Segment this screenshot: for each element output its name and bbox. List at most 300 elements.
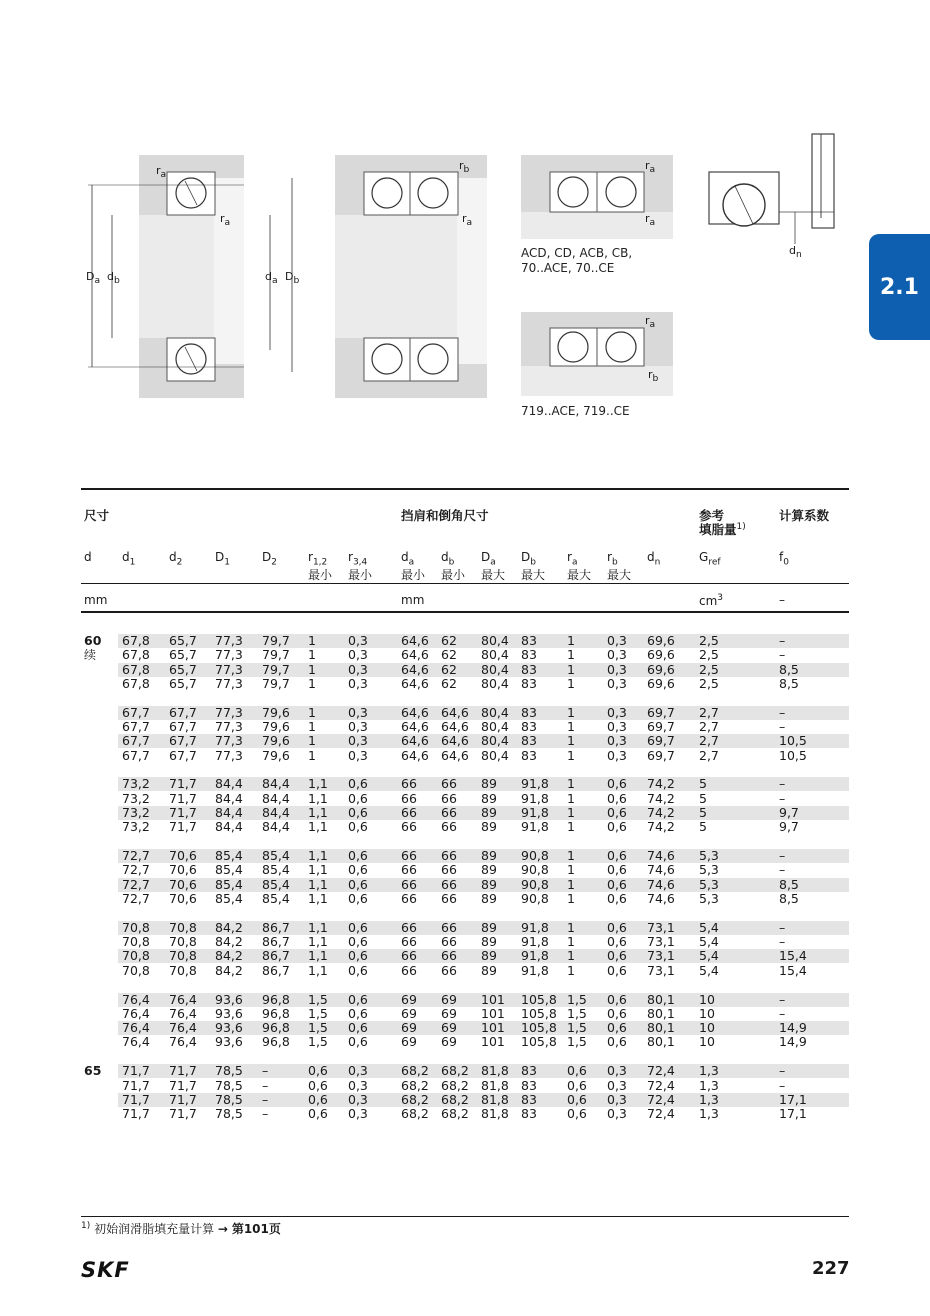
table-cell: 62 <box>441 647 457 663</box>
table-cell: 64,6 <box>441 704 469 720</box>
table-row <box>118 1021 849 1035</box>
table-cell: 93,6 <box>215 1034 243 1050</box>
table-cell: 1,5 <box>567 1005 587 1021</box>
table-cell: 1 <box>567 891 575 906</box>
table-cell: 8,5 <box>779 675 799 691</box>
table-cell: 69,6 <box>647 661 675 677</box>
table-cell: 67,8 <box>122 647 150 663</box>
table-cell: 1 <box>567 848 575 864</box>
footnote: $^{1)}$ 初始润滑脂填充量计算 → 第101页 <box>81 1221 281 1236</box>
table-cell: 1 <box>308 719 316 734</box>
table-cell: 89 <box>481 862 497 878</box>
page-number: 227 <box>812 1258 850 1279</box>
table-cell: – <box>262 1077 269 1093</box>
table-cell: 0,3 <box>607 719 627 734</box>
table-cell: 8,5 <box>779 891 799 906</box>
table-cell: 5 <box>699 819 707 835</box>
table-cell: 83 <box>521 661 537 677</box>
table-cell: 81,8 <box>481 1106 509 1122</box>
table-cell: 5,4 <box>699 962 719 978</box>
table-cell: 76,4 <box>122 1005 150 1021</box>
table-cell: 2,7 <box>699 733 719 749</box>
table-cell: 96,8 <box>262 991 290 1007</box>
table-cell: 17,1 <box>779 1106 807 1122</box>
table-cell: 0,6 <box>607 1034 627 1050</box>
table-cell: 71,7 <box>169 790 197 806</box>
table-cell: 80,1 <box>647 1005 675 1021</box>
table-cell: 71,7 <box>122 1063 150 1079</box>
table-cell: 70,6 <box>169 876 197 892</box>
table-cell: 0,3 <box>348 633 368 648</box>
table-cell: – <box>779 776 786 792</box>
table-cell: 5,3 <box>699 848 719 864</box>
table-row <box>118 777 849 791</box>
table-cell: 1 <box>567 962 575 978</box>
table-cell: 84,4 <box>262 819 290 835</box>
table-cell: 67,7 <box>169 747 197 763</box>
table-cell: 71,7 <box>122 1106 150 1122</box>
table-cell: 93,6 <box>215 991 243 1007</box>
diagram-dn-detail <box>709 134 834 244</box>
table-cell: 9,7 <box>779 819 799 835</box>
table-cell: 69,6 <box>647 647 675 663</box>
table-cell: 79,6 <box>262 733 290 749</box>
table-cell: 67,7 <box>122 747 150 763</box>
table-cell: 89 <box>481 819 497 835</box>
table-row <box>118 892 849 906</box>
table-cell: 1 <box>567 876 575 892</box>
table-cell: 1 <box>308 733 316 749</box>
table-cell: 0,3 <box>348 1106 368 1122</box>
table-cell: 66 <box>441 862 457 878</box>
table-cell: 68,2 <box>401 1091 429 1107</box>
table-cell: 1,1 <box>308 876 328 892</box>
table-cell: 66 <box>401 776 417 792</box>
table-cell: 1 <box>567 805 575 820</box>
header-factor: 计算系数 <box>779 508 830 523</box>
footnote-page-link[interactable]: 第101页 <box>231 1222 281 1236</box>
table-cell: 0,6 <box>607 948 627 964</box>
table-cell: 0,6 <box>348 776 368 792</box>
table-cell: 105,8 <box>521 1034 557 1050</box>
table-cell: 90,8 <box>521 862 549 878</box>
table-row <box>118 806 849 820</box>
table-cell: 71,7 <box>169 1077 197 1093</box>
table-cell: – <box>779 704 786 720</box>
table-cell: 73,2 <box>122 790 150 806</box>
table-cell: 77,3 <box>215 647 243 663</box>
table-cell: 101 <box>481 1020 505 1036</box>
header-abutment: 挡肩和倒角尺寸 <box>401 508 489 523</box>
footnote-rule <box>81 1216 849 1217</box>
table-cell: – <box>779 991 786 1007</box>
table-cell: 85,4 <box>262 862 290 878</box>
table-cell: 73,1 <box>647 919 675 935</box>
table-row <box>118 820 849 834</box>
table-cell: 5,4 <box>699 948 719 964</box>
table-cell: 66 <box>441 848 457 864</box>
column-header: $f_0$ <box>779 550 789 568</box>
table-cell: 71,7 <box>169 805 197 820</box>
label-Da: $D_a$ <box>86 270 101 287</box>
table-cell: 70,8 <box>169 919 197 935</box>
table-cell: 83 <box>521 647 537 663</box>
table-cell: 85,4 <box>215 891 243 906</box>
table-cell: 71,7 <box>122 1091 150 1107</box>
table-cell: 70,8 <box>122 962 150 978</box>
table-cell: 1,3 <box>699 1077 719 1093</box>
label-da: $d_a$ <box>265 270 278 287</box>
table-cell: 83 <box>521 733 537 749</box>
table-cell: – <box>779 1077 786 1093</box>
table-cell: 81,8 <box>481 1063 509 1079</box>
table-cell: 72,7 <box>122 862 150 878</box>
table-cell: 83 <box>521 719 537 734</box>
table-cell: 69,6 <box>647 633 675 648</box>
table-cell: 91,8 <box>521 934 549 950</box>
table-cell: 78,5 <box>215 1077 243 1093</box>
table-cell: 74,2 <box>647 819 675 835</box>
table-cell: 74,6 <box>647 876 675 892</box>
table-cell: 70,8 <box>122 934 150 950</box>
table-cell: 84,2 <box>215 962 243 978</box>
table-cell: 1,3 <box>699 1091 719 1107</box>
table-cell: 0,3 <box>607 633 627 648</box>
table-cell: 72,7 <box>122 876 150 892</box>
table-cell: 0,6 <box>607 876 627 892</box>
table-cell: 89 <box>481 805 497 820</box>
column-header: $D_a$ 最大 <box>481 550 506 583</box>
table-cell: 71,7 <box>169 1106 197 1122</box>
table-cell: 79,6 <box>262 704 290 720</box>
table-cell: 91,8 <box>521 962 549 978</box>
table-cell: 77,3 <box>215 733 243 749</box>
table-cell: 91,8 <box>521 948 549 964</box>
table-cell: 73,2 <box>122 776 150 792</box>
section-tab: 2.1 <box>869 234 930 340</box>
column-header: $D_2$ <box>262 550 277 568</box>
table-cell: 80,4 <box>481 647 509 663</box>
table-cell: 66 <box>401 862 417 878</box>
table-cell: 71,7 <box>169 819 197 835</box>
table-cell: 65,7 <box>169 661 197 677</box>
table-cell: 81,8 <box>481 1077 509 1093</box>
table-cell: 90,8 <box>521 848 549 864</box>
caption-2: 719..ACE, 719..CE <box>521 404 630 418</box>
table-cell: 70,6 <box>169 848 197 864</box>
table-cell: 91,8 <box>521 919 549 935</box>
table-cell: 74,2 <box>647 805 675 820</box>
table-cell: 0,6 <box>567 1091 587 1107</box>
label-ra-2: $r_a$ <box>220 212 231 229</box>
table-cell: 66 <box>401 948 417 964</box>
table-cell: 76,4 <box>122 991 150 1007</box>
table-cell: 67,8 <box>122 661 150 677</box>
table-cell: 66 <box>441 934 457 950</box>
table-cell: 89 <box>481 776 497 792</box>
table-cell: – <box>779 790 786 806</box>
table-cell: 69 <box>401 991 417 1007</box>
table-cell: – <box>779 919 786 935</box>
table-cell: 67,7 <box>122 704 150 720</box>
table-cell: 70,8 <box>122 919 150 935</box>
table-row <box>118 720 849 734</box>
table-cell: 85,4 <box>215 862 243 878</box>
table-cell: 1,1 <box>308 848 328 864</box>
table-row <box>118 634 849 648</box>
table-cell: 10 <box>699 1020 715 1036</box>
table-cell: 91,8 <box>521 790 549 806</box>
table-cell: 84,4 <box>215 805 243 820</box>
table-cell: 0,3 <box>607 1063 627 1079</box>
table-row <box>118 1007 849 1021</box>
table-cell: 1,5 <box>308 991 328 1007</box>
table-cell: 5 <box>699 790 707 806</box>
table-cell: 1 <box>567 776 575 792</box>
table-cell: 0,3 <box>607 704 627 720</box>
table-cell: 77,3 <box>215 747 243 763</box>
table-cell: 0,3 <box>348 661 368 677</box>
table-cell: 89 <box>481 962 497 978</box>
table-cell: 74,2 <box>647 776 675 792</box>
table-cell: 90,8 <box>521 891 549 906</box>
table-cell: – <box>779 1063 786 1079</box>
table-cell: 84,4 <box>215 790 243 806</box>
table-cell: 65,7 <box>169 647 197 663</box>
table-cell: 1 <box>308 747 316 763</box>
table-cell: 74,6 <box>647 862 675 878</box>
table-cell: – <box>262 1106 269 1122</box>
table-cell: 74,2 <box>647 790 675 806</box>
table-row <box>118 677 849 691</box>
table-cell: 1,1 <box>308 805 328 820</box>
table-cell: 0,6 <box>348 862 368 878</box>
table-cell: 68,2 <box>401 1063 429 1079</box>
table-cell: 1 <box>308 704 316 720</box>
table-cell: 83 <box>521 633 537 648</box>
table-cell: 0,6 <box>607 919 627 935</box>
table-cell: 93,6 <box>215 1020 243 1036</box>
table-cell: 70,8 <box>169 962 197 978</box>
table-cell: 79,6 <box>262 747 290 763</box>
table-cell: 64,6 <box>401 704 429 720</box>
table-cell: 1,1 <box>308 790 328 806</box>
table-cell: 64,6 <box>401 747 429 763</box>
table-cell: 66 <box>401 876 417 892</box>
table-cell: 89 <box>481 948 497 964</box>
table-cell: 0,6 <box>308 1091 328 1107</box>
table-cell: 66 <box>441 805 457 820</box>
table-cell: 0,6 <box>607 991 627 1007</box>
table-cell: 79,7 <box>262 633 290 648</box>
table-row <box>118 648 849 662</box>
table-cell: 90,8 <box>521 876 549 892</box>
table-cell: 62 <box>441 675 457 691</box>
table-cell: 77,3 <box>215 661 243 677</box>
table-cell: 66 <box>441 876 457 892</box>
table-cell: 72,7 <box>122 891 150 906</box>
table-cell: 2,7 <box>699 719 719 734</box>
table-cell: 83 <box>521 1091 537 1107</box>
table-row <box>118 878 849 892</box>
table-cell: 73,1 <box>647 948 675 964</box>
table-cell: 68,2 <box>441 1063 469 1079</box>
table-cell: 89 <box>481 848 497 864</box>
table-cell: 1 <box>567 733 575 749</box>
table-cell: 74,6 <box>647 891 675 906</box>
table-cell: 0,6 <box>308 1063 328 1079</box>
table-cell: 1,1 <box>308 948 328 964</box>
table-cell: 0,3 <box>348 647 368 663</box>
table-cell: 1 <box>308 633 316 648</box>
table-cell: 91,8 <box>521 819 549 835</box>
table-cell: 76,4 <box>122 1020 150 1036</box>
table-cell: 5 <box>699 776 707 792</box>
table-cell: 84,4 <box>262 805 290 820</box>
table-cell: 0,6 <box>348 991 368 1007</box>
continued-note: 续 <box>84 648 97 662</box>
table-cell: 85,4 <box>215 876 243 892</box>
table-cell: 68,2 <box>441 1077 469 1093</box>
table-cell: 66 <box>401 819 417 835</box>
table-cell: 86,7 <box>262 919 290 935</box>
table-cell: 1 <box>567 790 575 806</box>
column-header: $d_2$ <box>169 550 183 568</box>
table-cell: 1,3 <box>699 1063 719 1079</box>
table-cell: 71,7 <box>169 1091 197 1107</box>
label-ra-3: $r_a$ <box>462 212 473 229</box>
table-cell: 64,6 <box>401 719 429 734</box>
table-cell: 89 <box>481 891 497 906</box>
table-cell: 105,8 <box>521 1020 557 1036</box>
table-cell: 66 <box>401 805 417 820</box>
table-cell: 1 <box>567 747 575 763</box>
table-cell: 64,6 <box>441 747 469 763</box>
table-row <box>118 706 849 720</box>
table-cell: 0,3 <box>607 747 627 763</box>
table-cell: 68,2 <box>401 1106 429 1122</box>
table-cell: 80,4 <box>481 633 509 648</box>
label-ra-4: $r_a$ <box>645 159 656 176</box>
table-cell: 70,8 <box>169 948 197 964</box>
column-header: d <box>84 550 92 564</box>
table-cell: 69 <box>401 1005 417 1021</box>
table-cell: 10 <box>699 1005 715 1021</box>
table-cell: 86,7 <box>262 948 290 964</box>
table-cell: 0,6 <box>348 790 368 806</box>
table-cell: 0,6 <box>607 862 627 878</box>
table-cell: 85,4 <box>262 876 290 892</box>
table-header-rule <box>81 583 849 584</box>
table-cell: – <box>779 848 786 864</box>
table-cell: – <box>779 633 786 648</box>
table-cell: 5,4 <box>699 919 719 935</box>
table-cell: 2,5 <box>699 647 719 663</box>
table-cell: – <box>779 719 786 734</box>
table-cell: 1 <box>567 633 575 648</box>
table-cell: 2,5 <box>699 661 719 677</box>
table-cell: 0,3 <box>348 675 368 691</box>
table-cell: 83 <box>521 1106 537 1122</box>
table-cell: 14,9 <box>779 1020 807 1036</box>
table-cell: 0,3 <box>348 704 368 720</box>
table-cell: 78,5 <box>215 1091 243 1107</box>
table-cell: 74,6 <box>647 848 675 864</box>
table-row <box>118 964 849 978</box>
table-cell: 77,3 <box>215 633 243 648</box>
table-cell: 0,6 <box>348 876 368 892</box>
table-cell: 101 <box>481 1005 505 1021</box>
table-cell: 77,3 <box>215 719 243 734</box>
table-cell: 76,4 <box>169 1034 197 1050</box>
table-cell: 1,1 <box>308 962 328 978</box>
table-cell: 66 <box>441 948 457 964</box>
table-cell: 67,8 <box>122 633 150 648</box>
table-cell: 79,7 <box>262 647 290 663</box>
table-cell: 89 <box>481 790 497 806</box>
table-cell: 0,6 <box>567 1063 587 1079</box>
table-cell: 77,3 <box>215 704 243 720</box>
table-cell: 73,1 <box>647 934 675 950</box>
table-cell: 15,4 <box>779 962 807 978</box>
table-cell: 83 <box>521 1063 537 1079</box>
table-cell: 0,6 <box>308 1106 328 1122</box>
table-cell: 70,8 <box>169 934 197 950</box>
table-cell: 85,4 <box>215 848 243 864</box>
table-cell: 67,7 <box>169 704 197 720</box>
table-cell: 5,3 <box>699 891 719 906</box>
table-cell: 0,3 <box>607 675 627 691</box>
table-cell: 1 <box>567 661 575 677</box>
table-cell: 69 <box>441 991 457 1007</box>
diagram-tandem-bearing <box>335 155 487 398</box>
table-cell: 8,5 <box>779 876 799 892</box>
table-cell: 0,6 <box>567 1077 587 1093</box>
table-cell: 0,3 <box>348 1091 368 1107</box>
table-cell: 0,3 <box>348 1077 368 1093</box>
table-cell: 86,7 <box>262 962 290 978</box>
table-cell: 79,7 <box>262 675 290 691</box>
table-cell: 91,8 <box>521 805 549 820</box>
table-cell: – <box>779 647 786 663</box>
table-cell: 0,6 <box>607 790 627 806</box>
table-cell: 80,1 <box>647 1034 675 1050</box>
table-cell: 0,3 <box>607 1077 627 1093</box>
unit-abutment: mm <box>401 593 425 607</box>
table-cell: 84,4 <box>262 790 290 806</box>
table-cell: 0,6 <box>348 891 368 906</box>
column-header: $d_1$ <box>122 550 136 568</box>
table-cell: – <box>779 1005 786 1021</box>
label-rb-2: $r_b$ <box>648 368 659 385</box>
table-cell: 66 <box>441 891 457 906</box>
table-cell: 80,4 <box>481 719 509 734</box>
table-cell: 71,7 <box>169 776 197 792</box>
table-cell: 0,6 <box>348 948 368 964</box>
table-cell: 84,2 <box>215 919 243 935</box>
table-cell: 1,5 <box>308 1005 328 1021</box>
caption-1-line-1: ACD, CD, ACB, CB, <box>521 246 633 260</box>
table-cell: 70,8 <box>122 948 150 964</box>
table-cell: 65,7 <box>169 633 197 648</box>
table-cell: 64,6 <box>401 661 429 677</box>
label-ra-5: $r_a$ <box>645 212 656 229</box>
table-cell: 72,4 <box>647 1106 675 1122</box>
table-cell: 96,8 <box>262 1020 290 1036</box>
table-cell: 66 <box>441 919 457 935</box>
table-cell: 17,1 <box>779 1091 807 1107</box>
table-cell: 83 <box>521 675 537 691</box>
